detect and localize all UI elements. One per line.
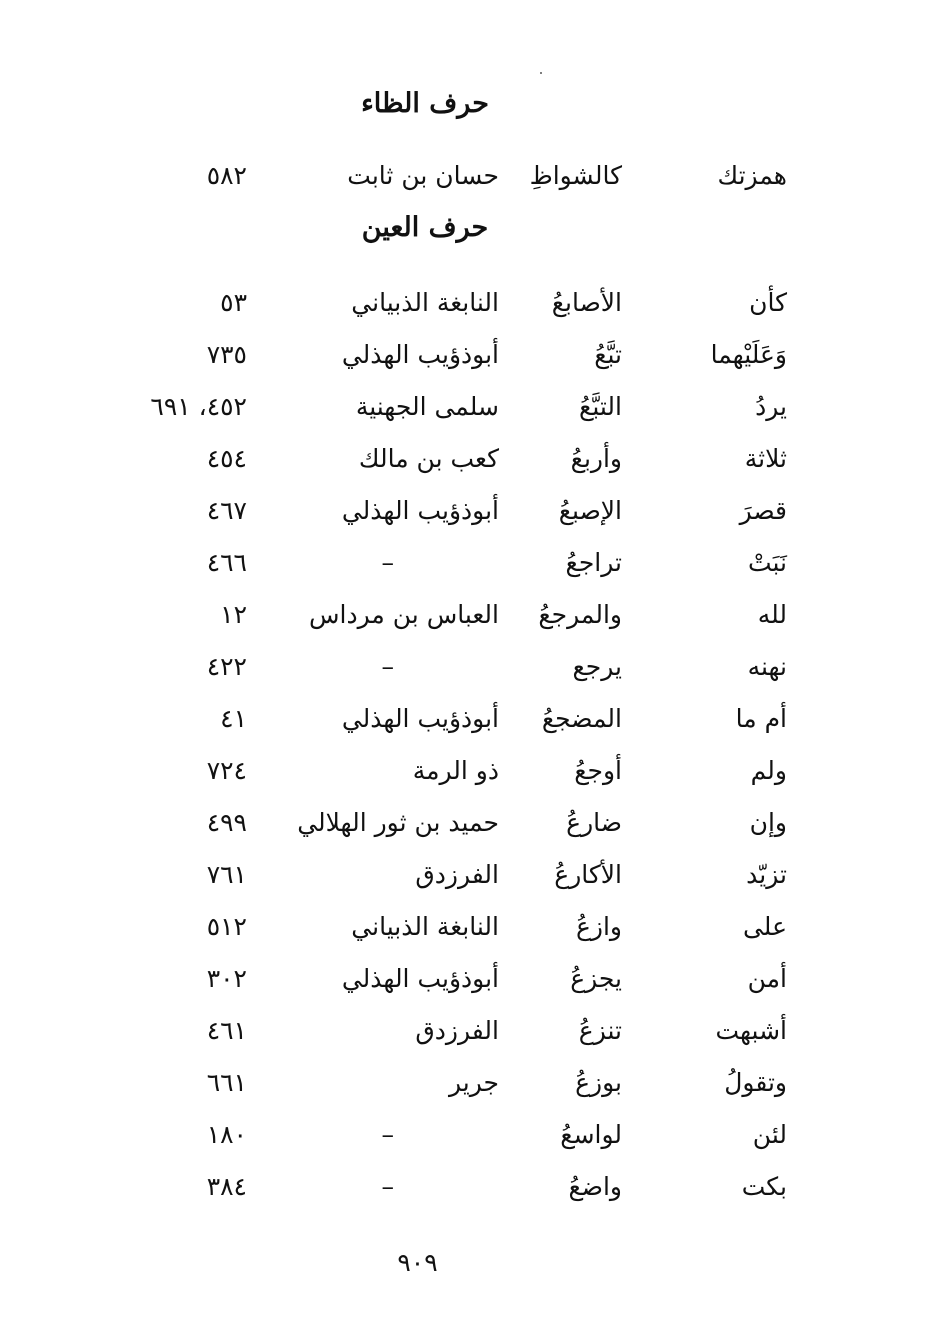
poet-name: ذو الرمة <box>412 756 499 785</box>
page-reference: ٤٥٤ <box>206 444 247 473</box>
first-word: لله <box>757 600 787 629</box>
first-word: أشبهت <box>715 1016 787 1045</box>
index-row <box>0 1109 947 1161</box>
first-word: تزيّد <box>746 860 787 889</box>
rhyme-word: يجزعُ <box>570 964 622 993</box>
index-row <box>0 433 947 485</box>
rhyme-word: كالشواظِ <box>529 161 622 190</box>
rhyme-word: التبَّعُ <box>579 392 622 421</box>
index-row <box>0 797 947 849</box>
poet-name: سلمى الجهنية <box>355 392 499 421</box>
first-word: وتقولُ <box>724 1068 787 1097</box>
page-reference: ٤٦١ <box>206 1016 247 1045</box>
first-word: ولم <box>750 756 787 785</box>
paper-speck <box>540 72 542 74</box>
index-row <box>0 589 947 641</box>
first-word: وَعَلَيْهما <box>710 340 787 369</box>
index-row <box>0 1057 947 1109</box>
rhyme-word: المضجعُ <box>541 704 622 733</box>
poet-name: العباس بن مرداس <box>309 600 499 629</box>
page-reference: ١٨٠ <box>206 1120 247 1149</box>
poet-name: أبوذؤيب الهذلي <box>341 704 499 733</box>
rhyme-word: لواسعُ <box>560 1120 622 1149</box>
poet-name: أبوذؤيب الهذلي <box>341 340 499 369</box>
index-row <box>0 329 947 381</box>
rhyme-word: وأربعُ <box>570 444 622 473</box>
rhyme-word: أوجعُ <box>574 756 622 785</box>
index-row <box>0 381 947 433</box>
page-reference: ٣٨٤ <box>206 1172 247 1201</box>
page-reference: ٤٦٧ <box>206 496 247 525</box>
rhyme-word: وازعُ <box>575 912 622 941</box>
poet-name: حسان بن ثابت <box>347 161 499 190</box>
poet-name: كعب بن مالك <box>358 444 499 473</box>
first-word: كأن <box>749 288 787 317</box>
poet-name: النابغة الذبياني <box>351 288 499 317</box>
page-reference: ٤٢٢ <box>206 652 247 681</box>
index-row <box>0 901 947 953</box>
page-number: ٩٠٩ <box>397 1248 438 1277</box>
poet-name: – <box>381 1120 394 1149</box>
first-word: ثلاثة <box>744 444 787 473</box>
first-word: همزتك <box>717 161 787 190</box>
poet-name: أبوذؤيب الهذلي <box>341 496 499 525</box>
poet-name: النابغة الذبياني <box>351 912 499 941</box>
page-reference: ٧٦١ <box>206 860 247 889</box>
rhyme-word: تبَّعُ <box>594 340 622 369</box>
index-row <box>0 537 947 589</box>
index-row <box>0 277 947 329</box>
poet-name: الفرزدق <box>415 1016 499 1045</box>
first-word: نهنه <box>747 652 787 681</box>
first-word: بكت <box>741 1172 787 1201</box>
poet-name: – <box>381 652 394 681</box>
page-reference: ٣٠٢ <box>206 964 247 993</box>
section-heading-zaa: حرف الظاء <box>361 88 489 119</box>
index-row <box>0 641 947 693</box>
first-word: قصرَ <box>739 496 787 525</box>
rhyme-word: ضارعُ <box>566 808 622 837</box>
index-row <box>0 745 947 797</box>
index-row <box>0 953 947 1005</box>
page-reference: ٤٦٦ <box>206 548 247 577</box>
rhyme-word: والمرجعُ <box>538 600 622 629</box>
index-row <box>0 485 947 537</box>
page-reference: ٦٦١ <box>206 1068 247 1097</box>
poet-name: الفرزدق <box>415 860 499 889</box>
poet-name: جرير <box>449 1068 499 1097</box>
page-reference: ٧٣٥ <box>206 340 247 369</box>
first-word: على <box>742 912 787 941</box>
index-row <box>0 1161 947 1213</box>
first-word: يردُ <box>755 392 787 421</box>
page-reference: ٥٨٢ <box>206 161 247 190</box>
page-reference: ٥٣ <box>220 288 247 317</box>
rhyme-word: واضعُ <box>568 1172 622 1201</box>
poet-name: – <box>381 1172 394 1201</box>
rhyme-word: بوزعُ <box>575 1068 622 1097</box>
index-row <box>0 150 947 202</box>
section-heading-ain: حرف العين <box>361 212 489 243</box>
page-reference: ٥١٢ <box>206 912 247 941</box>
page-reference: ٤٥٢، ٦٩١ <box>150 392 247 421</box>
first-word: وإن <box>749 808 787 837</box>
rhyme-word: الأصابعُ <box>551 288 622 317</box>
rhyme-word: يرجع <box>572 652 622 681</box>
index-row <box>0 1005 947 1057</box>
first-word: أم ما <box>735 704 787 733</box>
poet-name: حميد بن ثور الهلالي <box>297 808 499 837</box>
rhyme-word: الإصبعُ <box>558 496 622 525</box>
index-row <box>0 693 947 745</box>
poet-name: – <box>381 548 394 577</box>
rhyme-word: تنزعُ <box>578 1016 622 1045</box>
first-word: نَبَتْ <box>747 548 787 577</box>
poet-name: أبوذؤيب الهذلي <box>341 964 499 993</box>
page-reference: ٤١ <box>220 704 247 733</box>
index-row <box>0 849 947 901</box>
rhyme-word: الأكارعُ <box>554 860 622 889</box>
first-word: لئن <box>752 1120 787 1149</box>
page-reference: ٤٩٩ <box>206 808 247 837</box>
rhyme-word: تراجعُ <box>565 548 622 577</box>
page-reference: ٧٢٤ <box>206 756 247 785</box>
first-word: أمن <box>747 964 787 993</box>
page-reference: ١٢ <box>220 600 247 629</box>
